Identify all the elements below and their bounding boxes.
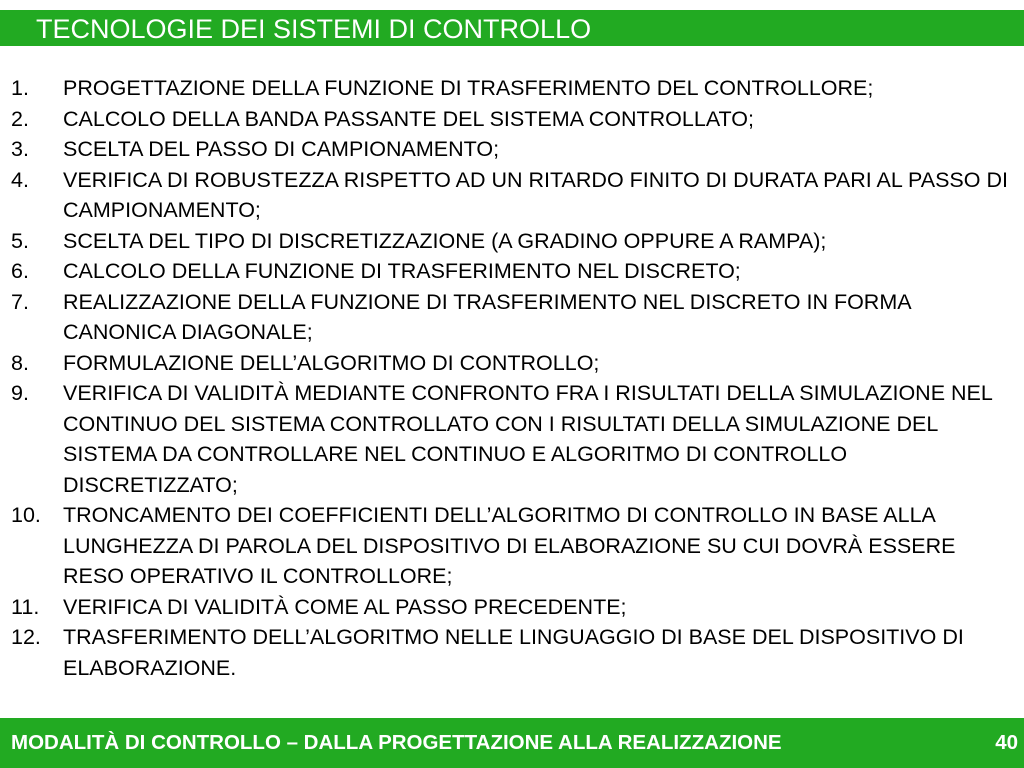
- list-item: [0, 287, 1024, 348]
- item-number: 8.: [11, 350, 29, 375]
- list-item: [0, 226, 1024, 257]
- list-item: [0, 256, 1024, 287]
- list-item: [0, 500, 1024, 592]
- item-number: 10.: [11, 503, 41, 527]
- item-number: 7.: [11, 289, 29, 314]
- footer-title: MODALITÀ DI CONTROLLO – DALLA PROGETTAZIONE ALLA REALIZZAZIONE: [11, 731, 782, 754]
- slide-title: TECNOLOGIE DEI SISTEMI DI CONTROLLO: [36, 14, 592, 44]
- list-item: [0, 104, 1024, 135]
- item-number: 9.: [11, 381, 29, 405]
- item-text: CALCOLO DELLA BANDA PASSANTE DEL SISTEMA CONTROLLATO;: [63, 106, 755, 131]
- list-item: [0, 378, 1024, 500]
- list-item: [0, 348, 1024, 379]
- item-text: VERIFICA DI VALIDITÀ COME AL PASSO PRECEDENTE;: [63, 594, 627, 619]
- footer-bar: [0, 718, 1024, 768]
- item-text: REALIZZAZIONE DELLA FUNZIONE DI TRASFERIMENTO NEL DISCRETO IN FORMA CANONICA DIAGONALE;: [63, 289, 911, 344]
- item-number: 6.: [11, 259, 29, 283]
- item-number: 4.: [11, 167, 29, 192]
- list-item: [0, 165, 1024, 226]
- title-bar: [0, 10, 1024, 46]
- item-number: 12.: [11, 625, 41, 649]
- item-number: 5.: [11, 228, 29, 253]
- item-number: 1.: [11, 76, 29, 100]
- item-number: 3.: [11, 137, 29, 161]
- item-text: VERIFICA DI ROBUSTEZZA RISPETTO AD UN RITARDO FINITO DI DURATA PARI AL PASSO DI CAMPIONAMENTO;: [63, 167, 1008, 222]
- item-number: 11.: [11, 594, 40, 619]
- item-text: PROGETTAZIONE DELLA FUNZIONE DI TRASFERIMENTO DEL CONTROLLORE;: [63, 76, 874, 100]
- list-item: [0, 622, 1024, 683]
- item-number: 2.: [11, 106, 29, 131]
- item-text: FORMULAZIONE DELL’ALGORITMO DI CONTROLLO;: [63, 350, 600, 375]
- item-text: TRONCAMENTO DEI COEFFICIENTI DELL’ALGORITMO DI CONTROLLO IN BASE ALLA LUNGHEZZA DI PAROLA DEL DISPOSITIVO DI ELABORAZIONE SU CUI DOVRÀ ESSERE RESO OPERATIVO IL CONTROLLORE;: [63, 503, 956, 588]
- list-item: [0, 592, 1024, 623]
- item-text: SCELTA DEL TIPO DI DISCRETIZZAZIONE (A GRADINO OPPURE A RAMPA);: [63, 228, 827, 253]
- item-text: TRASFERIMENTO DELL’ALGORITMO NELLE LINGUAGGIO DI BASE DEL DISPOSITIVO DI ELABORAZIONE.: [63, 625, 964, 680]
- page-number: 40: [995, 731, 1018, 754]
- steps-list: [0, 73, 1024, 683]
- list-item: [0, 134, 1024, 165]
- item-text: SCELTA DEL PASSO DI CAMPIONAMENTO;: [63, 137, 500, 161]
- item-text: CALCOLO DELLA FUNZIONE DI TRASFERIMENTO NEL DISCRETO;: [63, 259, 741, 283]
- list-item: [0, 73, 1024, 104]
- item-text: VERIFICA DI VALIDITÀ MEDIANTE CONFRONTO FRA I RISULTATI DELLA SIMULAZIONE NEL CONTINUO DEL SISTEMA CONTROLLATO CON I RISULTATI DELLA SIMULAZIONE DEL SISTEMA DA CONTROLLARE NEL CONTINUO E ALGORITMO DI CONTROLLO DISCRETIZZATO;: [63, 381, 993, 497]
